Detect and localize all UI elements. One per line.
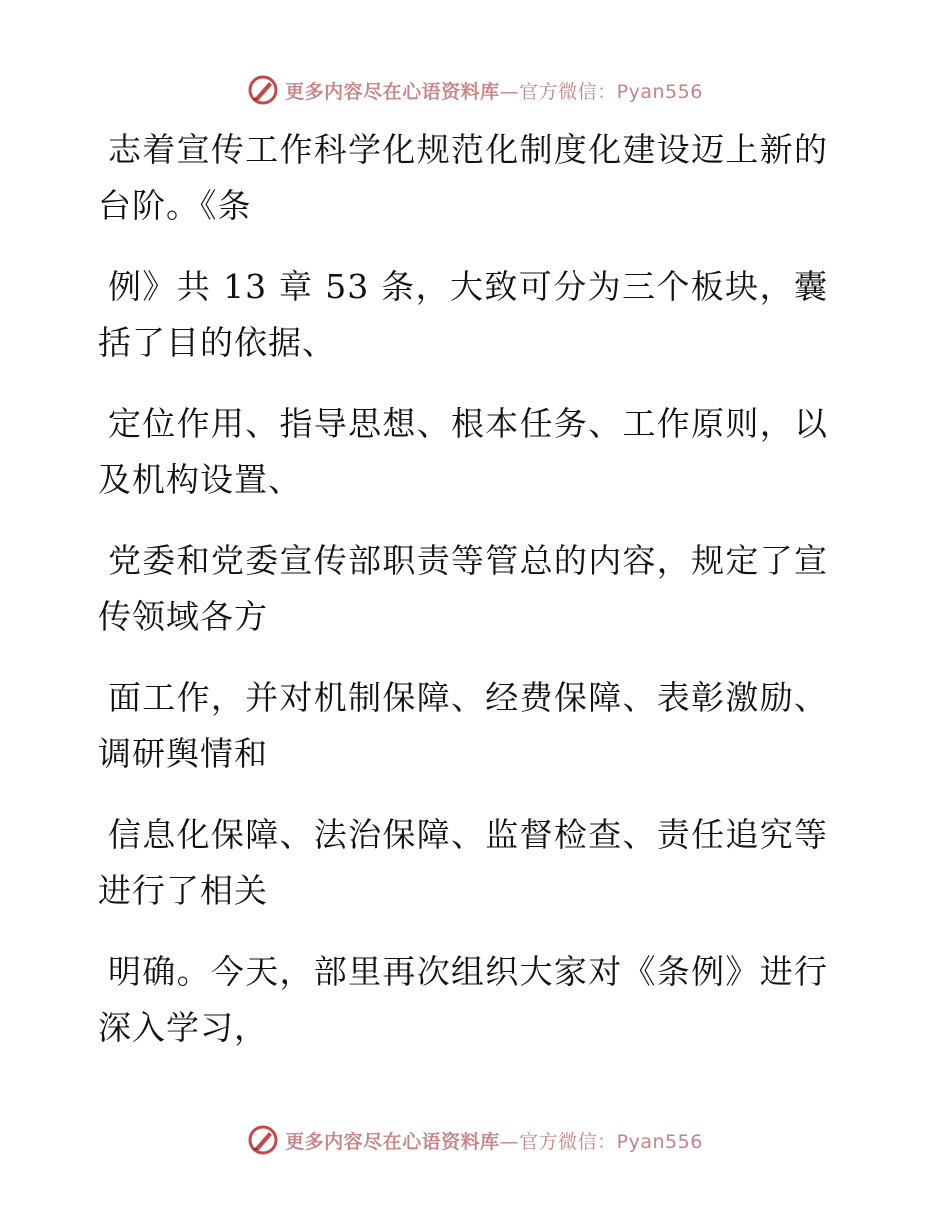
text-line: 深入学习， (98, 1008, 268, 1047)
watermark-text: 更多内容尽在心语资料库—官方微信：Pyan556 (285, 80, 703, 103)
text-line: 明确。今天，部里再次组织大家对《条例》进行 (108, 952, 828, 991)
text-line: 调研舆情和 (98, 734, 268, 773)
watermark-text: 更多内容尽在心语资料库—官方微信：Pyan556 (285, 1130, 703, 1153)
text-line: 党委和党委宣传部职责等管总的内容，规定了宣 (108, 541, 828, 580)
paragraph (98, 396, 828, 508)
paragraph (98, 807, 828, 919)
text-line: 志着宣传工作科学化规范化制度化建设迈上新的 (108, 130, 828, 169)
text-line: 信息化保障、法治保障、监督检查、责任追究等 (108, 815, 828, 854)
text-line: 进行了相关 (98, 871, 268, 910)
pen-seal-icon (247, 1124, 279, 1156)
document-body (98, 122, 828, 1081)
header-watermark (0, 72, 950, 108)
pen-seal-icon (247, 74, 279, 106)
text-line: 及机构设置、 (98, 460, 302, 499)
paragraph (98, 944, 828, 1056)
text-line: 定位作用、指导思想、根本任务、工作原则，以 (108, 404, 828, 443)
text-line: 面工作，并对机制保障、经费保障、表彰激励、 (108, 678, 828, 717)
text-line: 台阶。《条 (98, 186, 252, 225)
text-line: 括了目的依据、 (98, 323, 336, 362)
paragraph (98, 122, 828, 234)
paragraph (98, 533, 828, 645)
paragraph (98, 259, 828, 371)
text-line: 例》共 13 章 53 条，大致可分为三个板块，囊 (108, 267, 828, 306)
paragraph (98, 670, 828, 782)
footer-watermark (0, 1122, 950, 1158)
text-line: 传领域各方 (98, 597, 268, 636)
